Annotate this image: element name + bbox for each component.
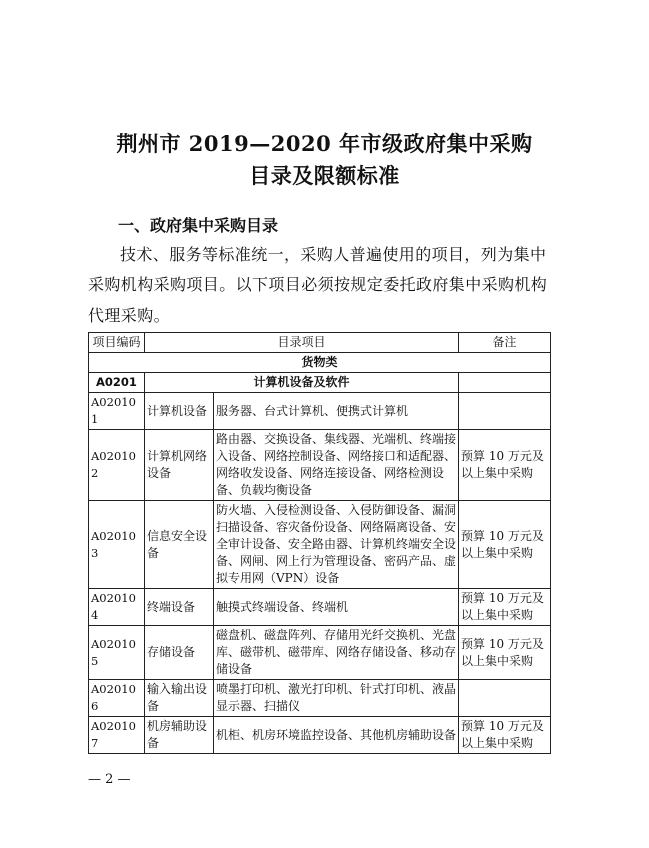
table-row — [89, 501, 551, 589]
table-row — [89, 430, 551, 501]
row-note: 预算 10 万元及以上集中采购 — [459, 717, 551, 754]
page-number: — 2 — — [88, 772, 131, 787]
row-name: 信息安全设备 — [145, 501, 214, 589]
row-name: 机房辅助设备 — [145, 717, 214, 754]
row-note: 预算 10 万元及以上集中采购 — [459, 589, 551, 626]
group-name: 计算机设备及软件 — [145, 373, 459, 393]
row-note — [459, 393, 551, 430]
procurement-catalog-table — [88, 332, 551, 754]
paragraph-line: 技术、服务等标准统一，采购人普遍使用的项目，列为集中 — [120, 245, 547, 264]
group-note — [459, 373, 551, 393]
table-row — [89, 393, 551, 430]
row-items: 喷墨打印机、激光打印机、针式打印机、液晶显示器、扫描仪 — [214, 680, 459, 717]
paragraph-line: 采购机构采购项目。以下项目必须按规定委托政府集中采购机构 — [88, 275, 548, 294]
category-row — [89, 353, 551, 373]
row-note: 预算 10 万元及以上集中采购 — [459, 501, 551, 589]
row-code: A020101 — [89, 393, 145, 430]
paragraph-line: 代理采购。 — [88, 306, 171, 325]
row-name: 终端设备 — [145, 589, 214, 626]
row-items: 机柜、机房环境监控设备、其他机房辅助设备 — [214, 717, 459, 754]
table-header-row — [89, 333, 551, 353]
row-code: A020104 — [89, 589, 145, 626]
row-name: 输入输出设备 — [145, 680, 214, 717]
row-note: 预算 10 万元及以上集中采购 — [459, 430, 551, 501]
group-code: A0201 — [89, 373, 145, 393]
row-code: A020105 — [89, 626, 145, 680]
category-label: 货物类 — [89, 353, 551, 373]
document-title-line-1: 荆州市 2019—2020 年市级政府集中采购 — [116, 131, 533, 156]
row-code: A020107 — [89, 717, 145, 754]
row-code: A020102 — [89, 430, 145, 501]
header-item: 目录项目 — [145, 333, 459, 353]
table-row — [89, 589, 551, 626]
row-code: A020106 — [89, 680, 145, 717]
row-items: 防火墙、入侵检测设备、入侵防御设备、漏洞扫描设备、容灾备份设备、网络隔离设备、安全审计设备、安全路由器、计算机终端安全设备、网闸、网上行为管理设备、密码产品、虚拟专用网（VPN）设备 — [214, 501, 459, 589]
header-code: 项目编码 — [89, 333, 145, 353]
row-note: 预算 10 万元及以上集中采购 — [459, 626, 551, 680]
header-note: 备注 — [459, 333, 551, 353]
row-items: 路由器、交换设备、集线器、光端机、终端接入设备、网络控制设备、网络接口和适配器、网络收发设备、网络连接设备、网络检测设备、负载均衡设备 — [214, 430, 459, 501]
row-name: 存储设备 — [145, 626, 214, 680]
row-items: 磁盘机、磁盘阵列、存储用光纤交换机、光盘库、磁带机、磁带库、网络存储设备、移动存储设备 — [214, 626, 459, 680]
group-row — [89, 373, 551, 393]
table-row — [89, 626, 551, 680]
document-title-line-2: 目录及限额标准 — [249, 163, 400, 188]
row-items: 服务器、台式计算机、便携式计算机 — [214, 393, 459, 430]
table-row — [89, 717, 551, 754]
row-name: 计算机网络设备 — [145, 430, 214, 501]
row-note — [459, 680, 551, 717]
row-items: 触摸式终端设备、终端机 — [214, 589, 459, 626]
section-heading: 一、政府集中采购目录 — [118, 216, 279, 235]
row-name: 计算机设备 — [145, 393, 214, 430]
table-row — [89, 680, 551, 717]
row-code: A020103 — [89, 501, 145, 589]
